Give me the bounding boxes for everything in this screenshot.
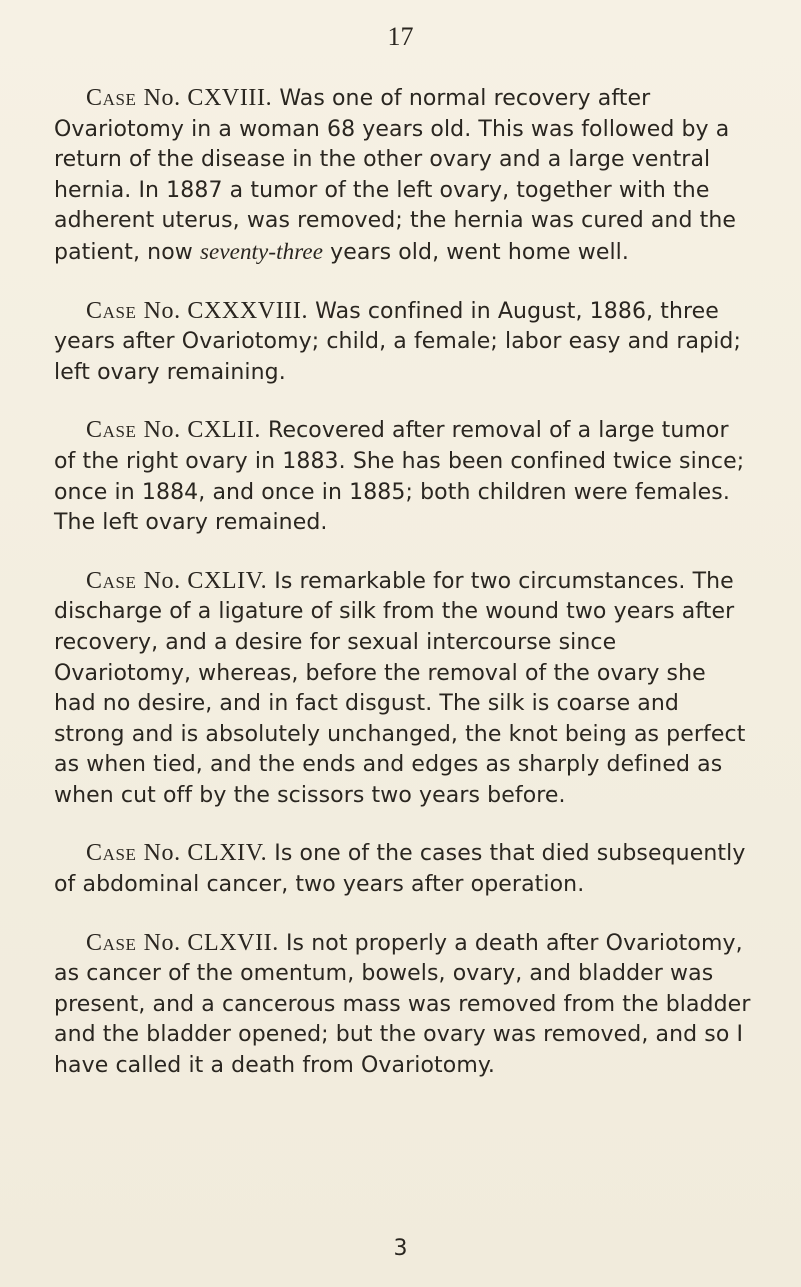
case-number: No. CXVIII. xyxy=(143,85,273,111)
case-number: No. CXLIV. xyxy=(143,567,268,594)
case-label: Case xyxy=(86,567,137,594)
case-label: Case xyxy=(86,297,137,324)
signature-mark: 3 xyxy=(393,1236,408,1261)
case-label: Case xyxy=(86,840,137,867)
case-paragraph-clxvii xyxy=(54,928,754,1082)
case-text: Is not properly a death after Ovariotomy, as cancer of the omentum, bowels, ovary, and bladder was present, and a cancerous mass was removed from the bladder and the bladder opened; but the ovary was removed, and so I have called it a death from Ovariotomy. xyxy=(54,930,751,1079)
case-label: Case xyxy=(86,417,137,444)
case-number: No. CXXXVIII. xyxy=(143,297,309,324)
case-text: Recovered after removal of a large tumor of the right ovary in 1883. She has been confined twice since; once in 1884, and once in 1885; both children were females. The left ovary remained. xyxy=(54,418,745,536)
case-paragraph-cxlii xyxy=(54,415,754,538)
case-number: No. CLXIV. xyxy=(143,840,268,867)
case-paragraph-clxiv xyxy=(54,838,754,900)
page-body xyxy=(54,83,754,1109)
case-text: Was confined in August, 1886, three years after Ovariotomy; child, a female; labor easy and rapid; left ovary remaining. xyxy=(54,298,741,385)
page-number: 17 xyxy=(387,22,414,51)
case-text: Is one of the cases that died subsequently of abdominal cancer, two years after operation. xyxy=(54,841,746,898)
case-label: Case xyxy=(86,929,137,956)
case-paragraph-cxviii xyxy=(54,83,754,269)
case-number: No. CLXVII. xyxy=(143,929,279,956)
case-number: No. CXLII. xyxy=(143,417,261,444)
case-paragraph-cxxxviii xyxy=(54,296,754,389)
case-text: years old, went home well. xyxy=(323,239,629,265)
case-text-italic: seventy-three xyxy=(199,238,324,264)
case-text: Was one of normal recovery after Ovariotomy in a woman 68 years old. This was followed by a return of the disease in the other ovary and a large ventral hernia. In 1887 a tumor of the left ovary, together with the adherent uterus, was removed; the hernia was cured and the patient, now xyxy=(54,86,737,265)
case-text: Is remarkable for two circumstances. The discharge of a ligature of silk from the wound two years after recovery, and a desire for sexual intercourse since Ovariotomy, whereas, before the removal of the ovary she had no desire, and in fact disgust. The silk is coarse and strong and is absolutely unchanged, the knot being as perfect as when tied, and the ends and edges as sharply defined as when cut off by the scissors two years before. xyxy=(54,568,746,808)
case-paragraph-cxliv xyxy=(54,566,754,812)
case-label: Case xyxy=(86,85,137,111)
